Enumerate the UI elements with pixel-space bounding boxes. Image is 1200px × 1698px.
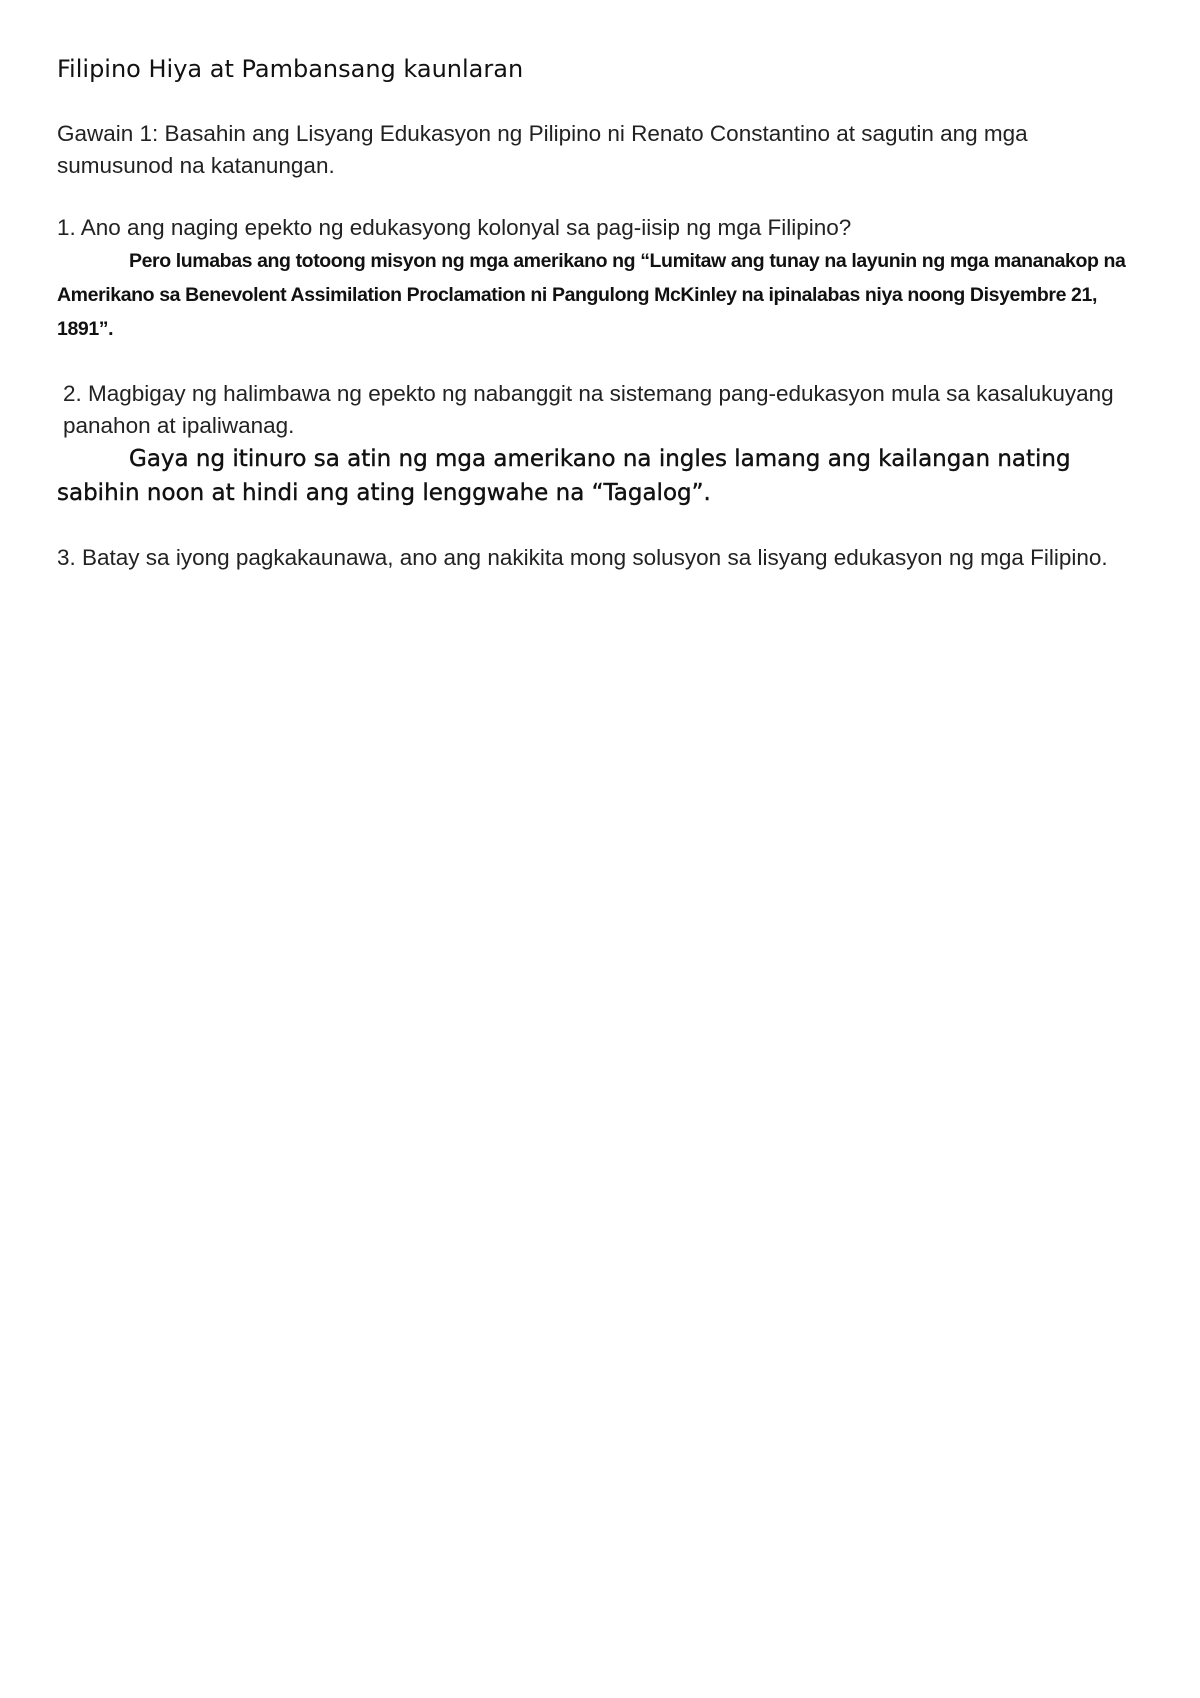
- question-1: 1. Ano ang naging epekto ng edukasyong kolonyal sa pag-iisip ng mga Filipino?: [57, 215, 852, 240]
- answer-2: Gaya ng itinuro sa atin ng mga amerikano na ingles lamang ang kailangan nating sabihin noon at hindi ang ating lenggwahe na “Tagalog”.: [57, 446, 1071, 506]
- answer-1: Pero lumabas ang totoong misyon ng mga amerikano ng “Lumitaw ang tunay na layunin ng mga mananakop na Amerikano sa Benevolent Assimilation Proclamation ni Pangulong McKinley na ipinalabas niya noong Disyembre 21, 1891”.: [57, 250, 1126, 340]
- document-title: Filipino Hiya at Pambansang kaunlaran: [57, 55, 524, 83]
- document-body: [57, 52, 1147, 574]
- question-2: 2. Magbigay ng halimbawa ng epekto ng nabanggit na sistemang pang-edukasyon mula sa kasalukuyang panahon at ipaliwanag.: [63, 381, 1114, 438]
- activity-instructions: Gawain 1: Basahin ang Lisyang Edukasyon ng Pilipino ni Renato Constantino at sagutin ang mga sumusunod na katanungan.: [57, 121, 1028, 178]
- question-3: 3. Batay sa iyong pagkakaunawa, ano ang nakikita mong solusyon sa lisyang edukasyon ng mga Filipino.: [57, 545, 1108, 570]
